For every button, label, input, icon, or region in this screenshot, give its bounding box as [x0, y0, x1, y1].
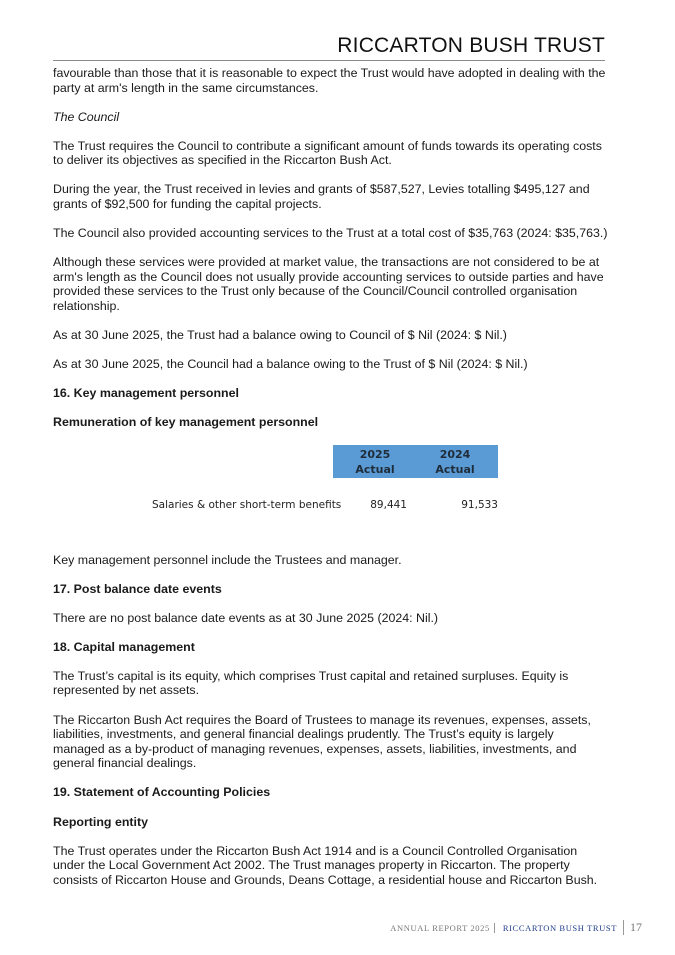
document-body	[53, 66, 608, 902]
section-19-subheading: Reporting entity	[53, 814, 148, 829]
table-cell-2024: 91,533	[461, 498, 498, 511]
paragraph: The Council also provided accounting services to the Trust at a total cost of $35,763 (2024: $35,763.)	[53, 226, 608, 241]
section-19-heading: 19. Statement of Accounting Policies	[53, 785, 271, 800]
header-divider	[53, 60, 605, 61]
header-sub: Actual	[355, 462, 395, 476]
header-year: 2025	[359, 447, 391, 461]
paragraph: The Trust’s capital is its equity, which comprises Trust capital and retained surpluses. Equity is represented by net assets.	[53, 668, 569, 698]
section-16-heading: 16. Key management personnel	[53, 386, 239, 401]
table-header-2024	[415, 447, 495, 477]
table-cell-2025: 89,441	[370, 498, 407, 511]
footer-brand: RICCARTON BUSH TRUST	[502, 922, 617, 933]
page-number: 17	[623, 920, 642, 935]
council-heading: The Council	[53, 109, 120, 124]
paragraph: The Riccarton Bush Act requires the Board of Trustees to manage its revenues, expenses, assets, liabilities, investments, and general financial dealings prudently. The Trust’s equity is largely managed as a by-product of managing revenues, expenses, assets, liabilities, investments, and general financial dealings.	[53, 712, 591, 771]
footer-report: ANNUAL REPORT 2025	[390, 922, 490, 933]
footer-separator	[494, 923, 495, 933]
header-sub: Actual	[435, 462, 475, 476]
paragraph: favourable than those that it is reasonable to expect the Trust would have adopted in dealing with the party at arm's length in the same circumstances.	[53, 66, 606, 95]
page-footer	[390, 920, 642, 935]
paragraph: As at 30 June 2025, the Council had a balance owing to the Trust of $ Nil (2024: $ Nil.)	[53, 357, 528, 372]
remuneration-table	[53, 445, 608, 547]
section-17-heading: 17. Post balance date events	[53, 581, 222, 596]
page-header-title: RICCARTON BUSH TRUST	[337, 34, 605, 57]
paragraph: During the year, the Trust received in levies and grants of $587,527, Levies totalling $495,127 and grants of $92,500 for funding the capital projects.	[53, 182, 590, 212]
paragraph: Although these services were provided at market value, the transactions are not considered to be at arm's length as the Council does not usually provide accounting services to outside parties and have provided these services to the Trust only because of the Council/Council controlled organisation relationship.	[53, 255, 604, 314]
header-year: 2024	[439, 447, 471, 461]
paragraph: As at 30 June 2025, the Trust had a balance owing to Council of $ Nil (2024: $ Nil.)	[53, 328, 507, 343]
table-row-label: Salaries & other short-term benefits	[152, 498, 342, 511]
section-18-heading: 18. Capital management	[53, 639, 195, 654]
section-16-subheading: Remuneration of key management personnel	[53, 415, 319, 430]
paragraph: Key management personnel include the Trustees and manager.	[53, 552, 402, 567]
paragraph: The Trust operates under the Riccarton Bush Act 1914 and is a Council Controlled Organisation under the Local Government Act 2002. The Trust manages property in Riccarton. The property consists of Riccarton House and Grounds, Deans Cottage, a residential house and Riccarton Bush.	[53, 843, 598, 887]
paragraph: There are no post balance date events as at 30 June 2025 (2024: Nil.)	[53, 610, 439, 625]
paragraph: The Trust requires the Council to contribute a significant amount of funds towards its operating costs to deliver its objectives as specified in the Riccarton Bush Act.	[53, 138, 602, 168]
table-header-2025	[335, 447, 415, 477]
